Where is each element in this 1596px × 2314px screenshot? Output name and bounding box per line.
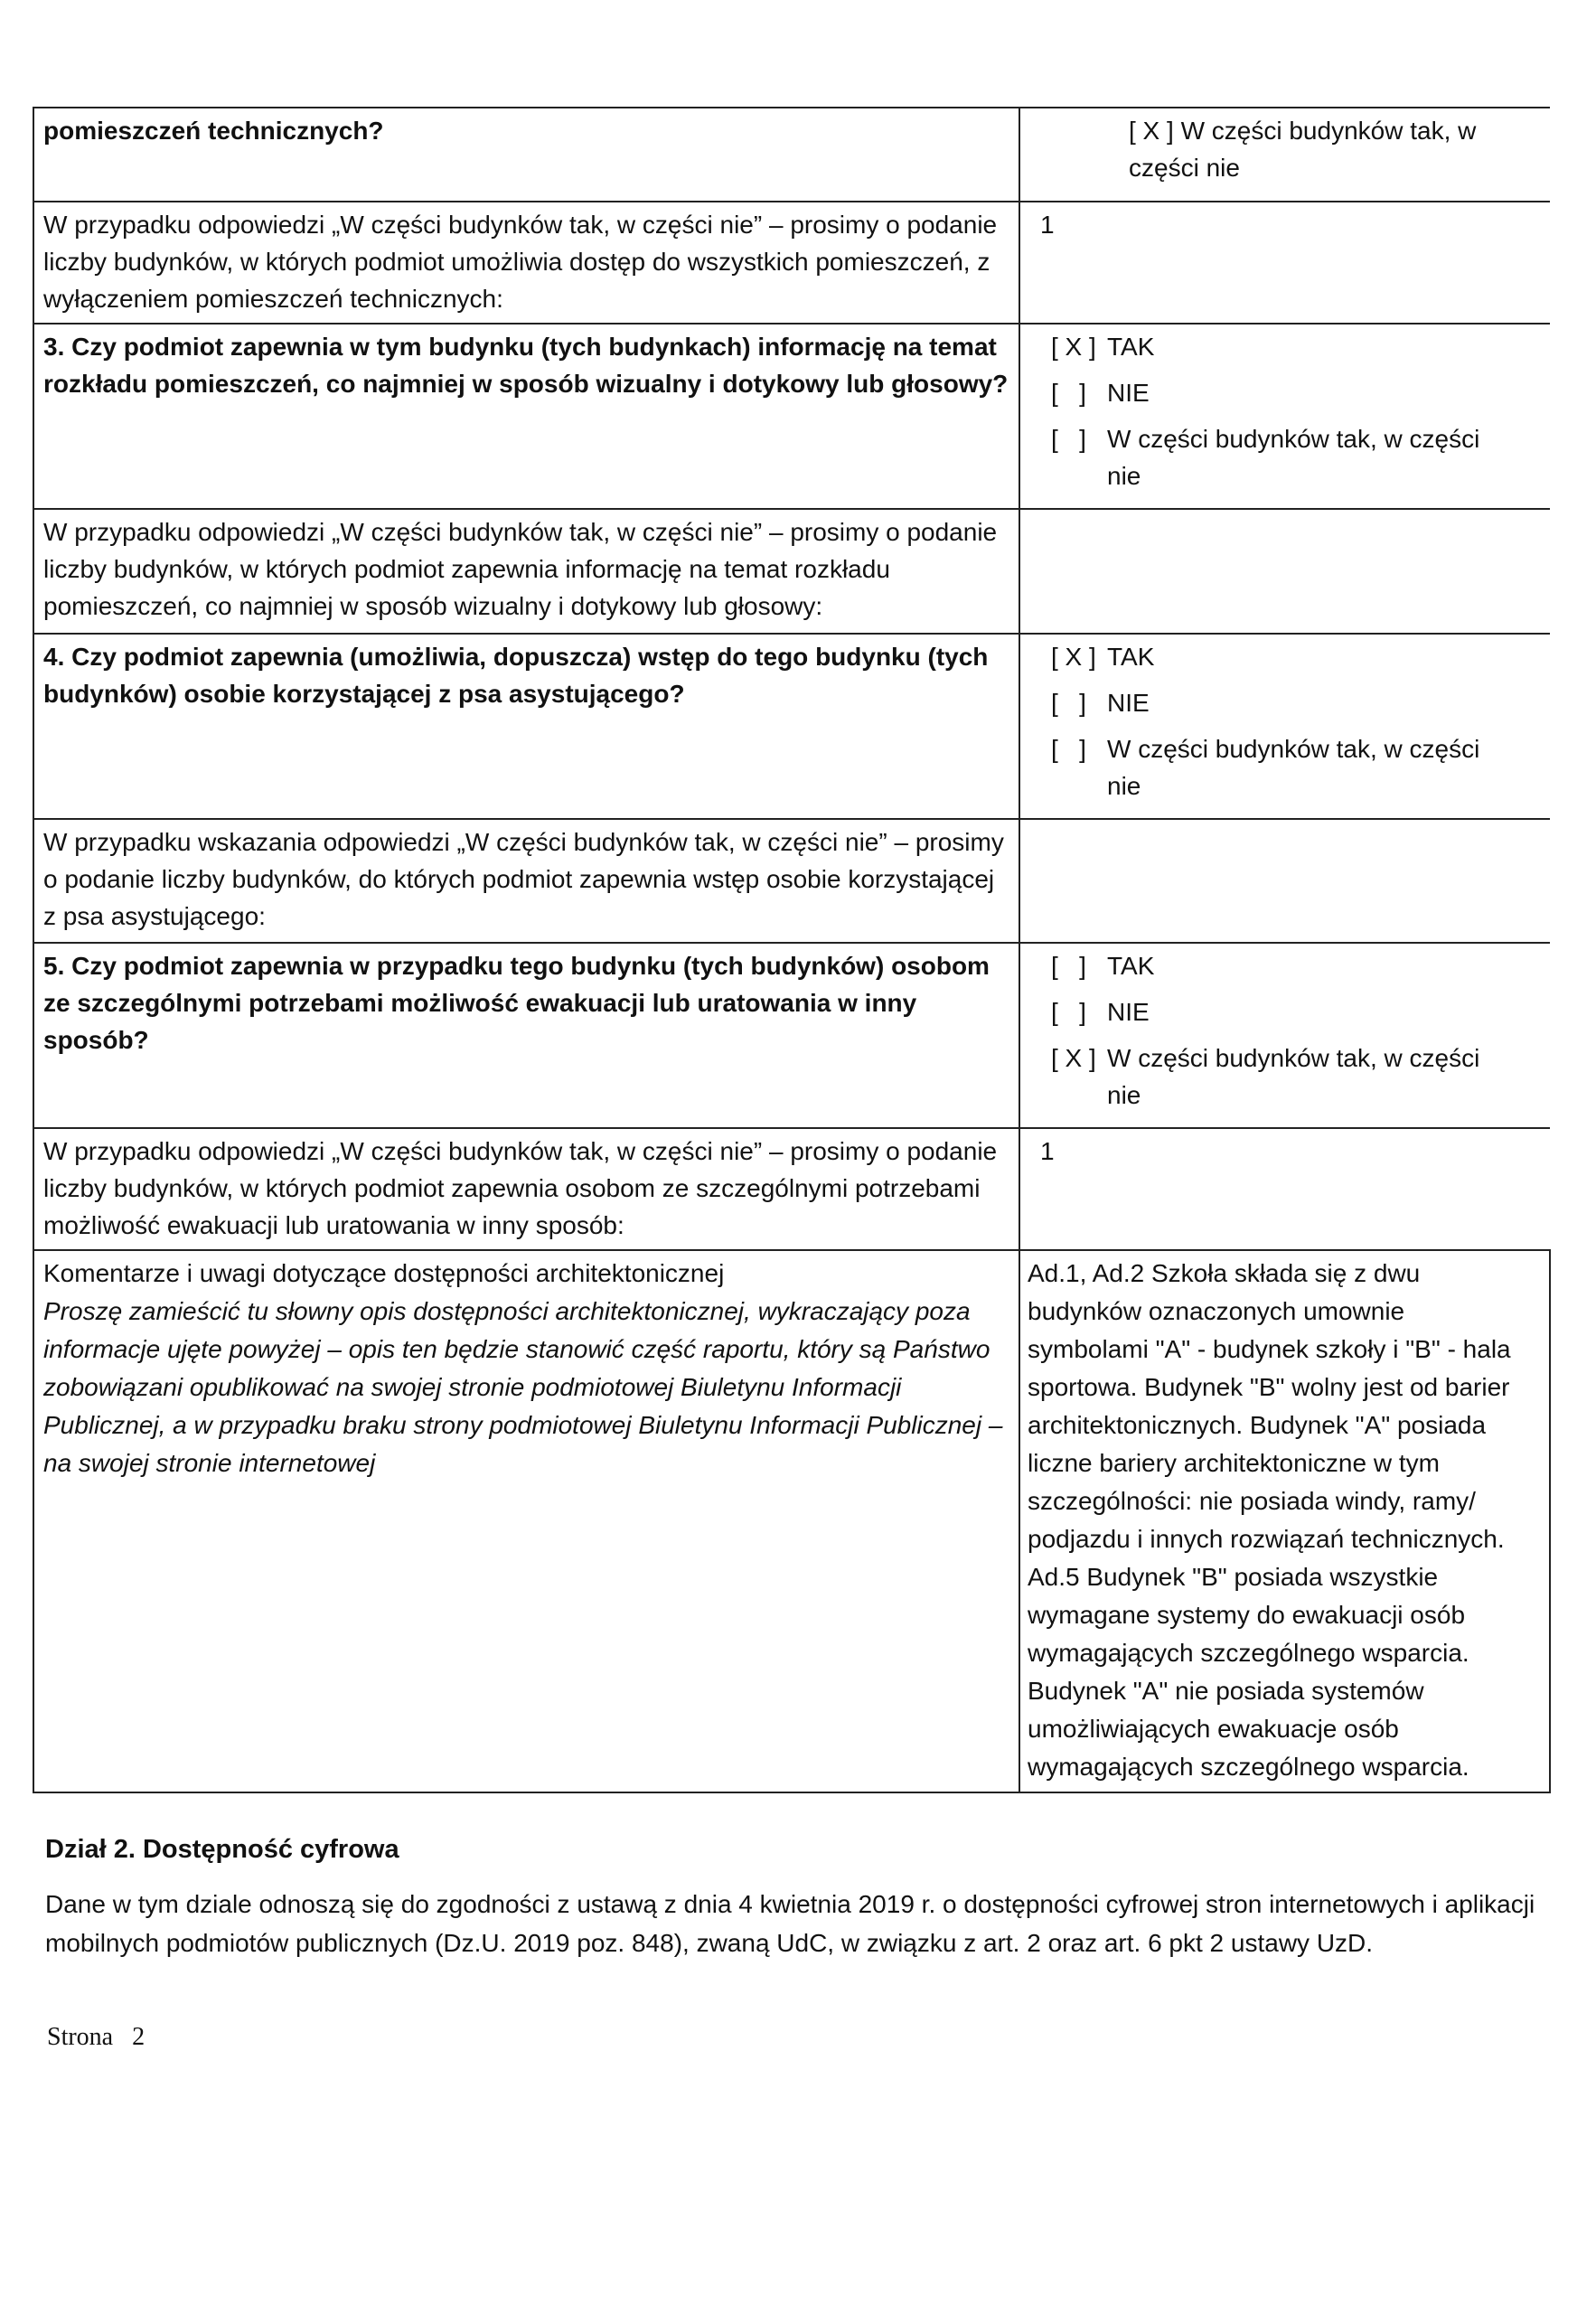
question-cell <box>33 108 1019 202</box>
option-label: NIE <box>1107 689 1150 717</box>
option-checkbox[interactable]: [ X ] <box>1051 643 1096 671</box>
page-label: Strona 2 <box>47 2023 146 2051</box>
question-text: W przypadku odpowiedzi „W części budynków tak, w części nie” – prosimy o podanie liczby budynków, w których podmiot zapewnia osobom ze szczególnymi potrzebami możliwość ewakuacji lub uratowania w inny sposób: <box>43 1137 998 1239</box>
option-partial[interactable] <box>1051 420 1496 494</box>
option-label: W części budynków tak, w części nie <box>1107 1044 1480 1109</box>
question-cell <box>33 819 1019 943</box>
option-tak[interactable] <box>1051 328 1496 365</box>
option-checkbox[interactable]: [ ] <box>1051 379 1086 407</box>
answer-cell <box>1019 634 1550 819</box>
option-checkbox[interactable]: [ X ] <box>1051 333 1096 361</box>
comment-answer: Ad.1, Ad.2 Szkoła składa się z dwu budynków oznaczonych umownie symbolami "A" - budynek szkoły i "B" - hala sportowa. Budynek "B" wolny jest od barier architektonicznych. Budynek "A" posiada liczne bariery architektoniczne w tym szczególności: nie posiada windy, ramy/ podjazdu i innych rozwiązań technicznych. Ad.5 Budynek "B" posiada wszystkie wymagane systemy do ewakuacji osób wymagających szczególnego wsparcia. Budynek "A" nie posiada systemów umożliwiających ewakuacje osób wymagających szczególnego wsparcia. <box>1028 1259 1511 1781</box>
table-row <box>33 634 1550 819</box>
option-nie[interactable] <box>1051 684 1496 721</box>
option-label: NIE <box>1107 998 1150 1026</box>
option-label: TAK <box>1107 643 1155 671</box>
option-tak[interactable] <box>1051 947 1496 984</box>
table-row <box>33 202 1550 324</box>
comment-title: Komentarze i uwagi dotyczące dostępności architektonicznej <box>43 1259 725 1287</box>
option-label: W części budynków tak, w części nie <box>1107 735 1480 800</box>
table-row <box>33 819 1550 943</box>
question-cell <box>33 202 1019 324</box>
option-checkbox[interactable]: [ ] <box>1051 689 1086 717</box>
option-label: TAK <box>1107 333 1155 361</box>
answer-cell <box>1019 108 1550 202</box>
question-cell <box>33 324 1019 509</box>
comment-instructions: Proszę zamieścić tu słowny opis dostępności architektonicznej, wykraczający poza informacje ujęte powyżej – opis ten będzie stanowić część raportu, który są Państwo zobowiązani opublikować na swojej stronie podmiotowej Biuletynu Informacji Publicznej, a w przypadku braku strony podmiotowej Biuletynu Informacji Publicznej – na swojej stronie internetowej <box>43 1297 1003 1477</box>
table-row <box>33 324 1550 509</box>
option-partial[interactable] <box>1051 1039 1496 1114</box>
answer-cell <box>1019 943 1550 1128</box>
option-checkbox[interactable]: [ X ] <box>1051 1044 1096 1072</box>
question-text: W przypadku wskazania odpowiedzi „W części budynków tak, w części nie” – prosimy o podanie liczby budynków, do których podmiot zapewnia wstęp osobie korzystającej z psa asystującego: <box>43 828 1004 930</box>
question-text: 4. Czy podmiot zapewnia (umożliwia, dopuszcza) wstęp do tego budynku (tych budynków) osobie korzystającej z psa asystującego? <box>43 643 989 708</box>
option-label: TAK <box>1107 952 1155 980</box>
table-row <box>33 1250 1550 1792</box>
page-number <box>47 2023 145 2052</box>
comment-question-cell <box>33 1250 1019 1792</box>
question-text: W przypadku odpowiedzi „W części budynków tak, w części nie” – prosimy o podanie liczby budynków, w których podmiot zapewnia informację na temat rozkładu pomieszczeń, co najmniej w sposób wizualny i dotykowy lub głosowy: <box>43 518 998 620</box>
question-text: 3. Czy podmiot zapewnia w tym budynku (tych budynkach) informację na temat rozkładu pomieszczeń, co najmniej w sposób wizualny i dotykowy lub głosowy? <box>43 333 1009 398</box>
option-nie[interactable] <box>1051 374 1496 411</box>
question-text: W przypadku odpowiedzi „W części budynków tak, w części nie” – prosimy o podanie liczby budynków, w których podmiot umożliwia dostęp do wszystkich pomieszczeń, z wyłączeniem pomieszczeń technicznych: <box>43 211 998 313</box>
question-cell <box>33 509 1019 634</box>
option-checkbox[interactable]: [ ] <box>1051 735 1086 763</box>
answer-cell <box>1019 509 1550 634</box>
option-partial[interactable] <box>1051 730 1496 804</box>
table-row <box>33 509 1550 634</box>
option-tak[interactable] <box>1051 638 1496 675</box>
accessibility-form-table <box>33 107 1551 1793</box>
section-digital-accessibility <box>45 1835 1563 1962</box>
option-label: NIE <box>1107 379 1150 407</box>
answer-cell <box>1019 324 1550 509</box>
answer-cell <box>1019 819 1550 943</box>
question-cell <box>33 1128 1019 1250</box>
section-description: Dane w tym dziale odnoszą się do zgodności z ustawą z dnia 4 kwietnia 2019 r. o dostępności cyfrowej stron internetowych i aplikacji mobilnych podmiotów publicznych (Dz.U. 2019 poz. 848), zwaną UdC, w związku z art. 2 oraz art. 6 pkt 2 ustawy UzD. <box>45 1890 1535 1957</box>
table-row <box>33 108 1550 202</box>
answer-cell <box>1019 1128 1550 1250</box>
question-cell <box>33 634 1019 819</box>
option-label: W części budynków tak, w części nie <box>1107 425 1480 490</box>
table-row <box>33 1128 1550 1250</box>
building-count: 1 <box>1040 1137 1055 1165</box>
option-checkbox[interactable]: [ ] <box>1051 952 1086 980</box>
option-checkbox[interactable]: [ ] <box>1051 998 1086 1026</box>
section-heading: Dział 2. Dostępność cyfrowa <box>45 1835 399 1864</box>
comment-answer-cell <box>1019 1250 1550 1792</box>
option-nie[interactable] <box>1051 993 1496 1030</box>
question-text: pomieszczeń technicznych? <box>43 117 384 145</box>
option-checkbox[interactable]: [ ] <box>1051 425 1086 453</box>
question-cell <box>33 943 1019 1128</box>
question-text: 5. Czy podmiot zapewnia w przypadku tego budynku (tych budynków) osobom ze szczególnymi potrzebami możliwość ewakuacji lub uratowania w inny sposób? <box>43 952 990 1054</box>
answer-text: [ X ] W części budynków tak, w części nie <box>1129 117 1477 182</box>
table-row <box>33 943 1550 1128</box>
building-count: 1 <box>1040 211 1055 239</box>
answer-cell <box>1019 202 1550 324</box>
